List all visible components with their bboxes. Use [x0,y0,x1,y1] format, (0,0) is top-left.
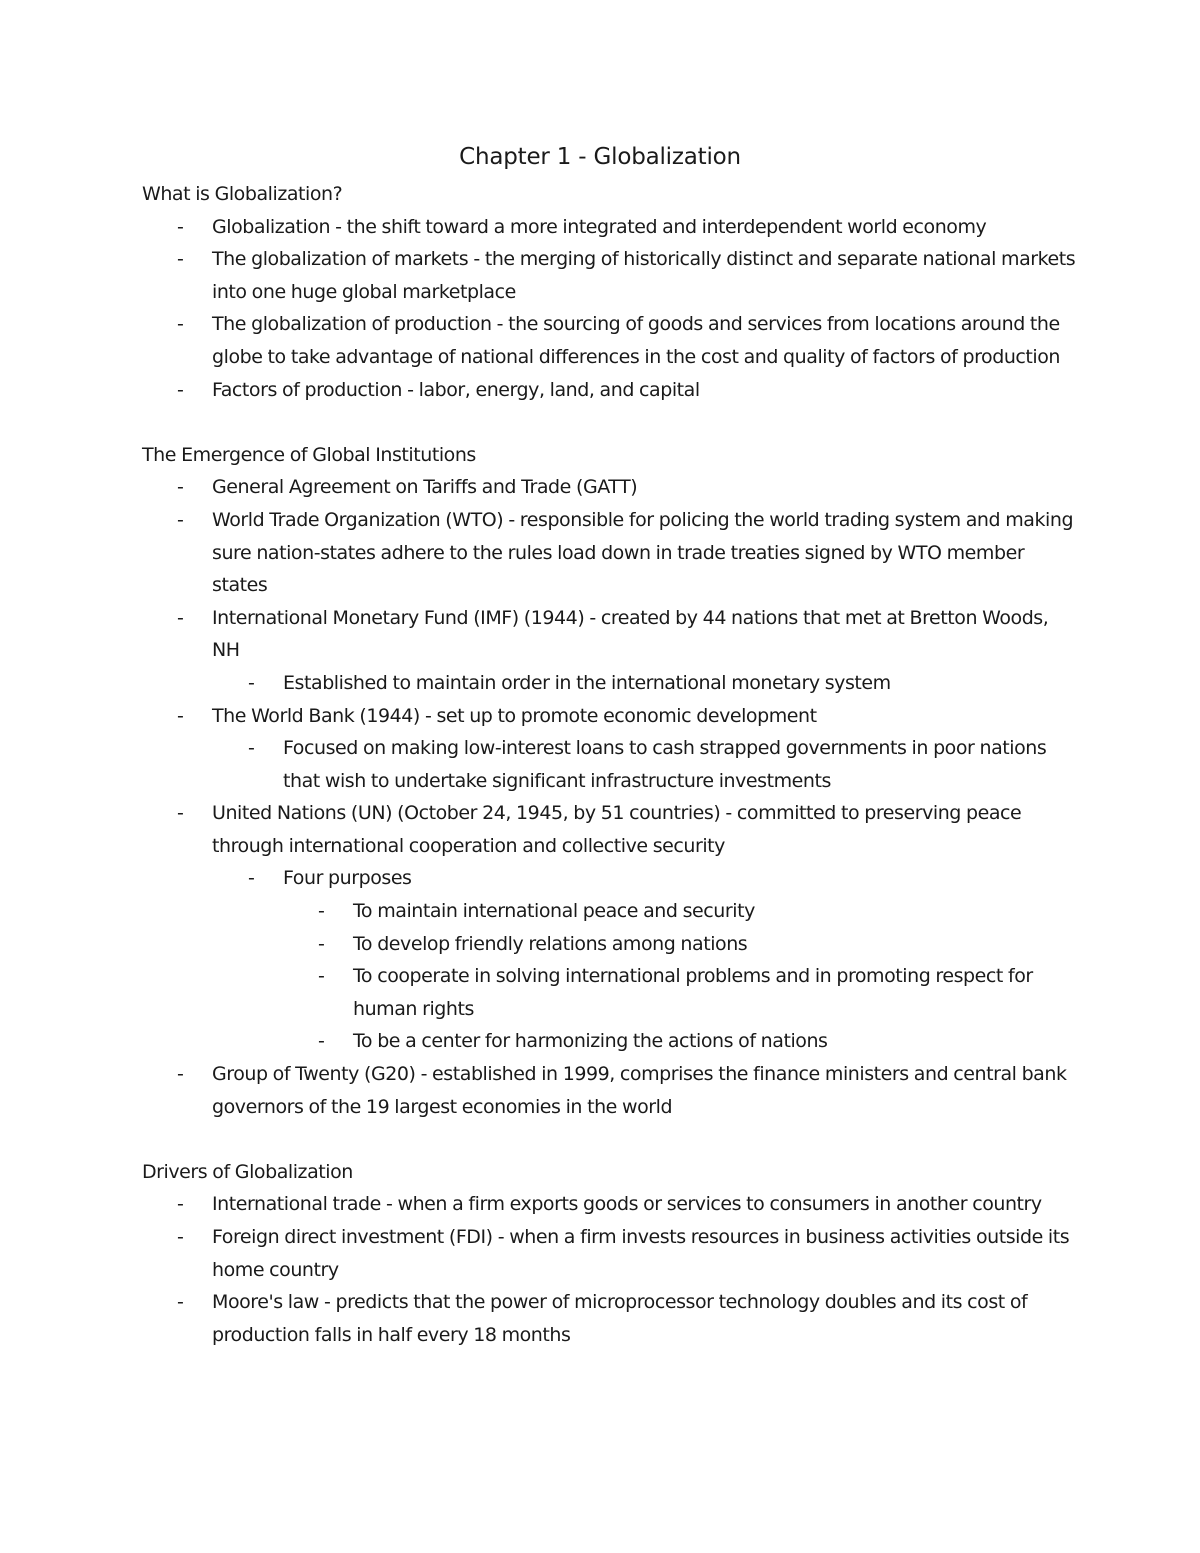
section-heading-what-is: What is Globalization? [142,183,343,205]
list-item-g20: - Group of Twenty (G20) - established in 1999, comprises the finance ministers and central bank governors of the 19 largest economies in the world [0,1058,1200,1123]
section-heading-institutions: The Emergence of Global Institutions [142,443,476,466]
list-item: - International trade - when a firm exports goods or services to consumers in another country [0,1188,1200,1221]
bullet-dash: - [177,476,184,499]
bullet-dash: - [318,900,325,923]
bullet-dash: - [177,508,184,531]
un-purpose-item: - To develop friendly relations among nations [0,928,1200,961]
list-item: - Foreign direct investment (FDI) - when a firm invests resources in business activities outside its home country [0,1221,1200,1286]
list-item-imf: - International Monetary Fund (IMF) (1944) - created by 44 nations that met at Bretton Woods, NH [0,602,1200,667]
institutions-list [0,471,1200,1123]
bullet-dash: - [248,671,255,694]
bullet-dash: - [177,802,184,825]
list-item-gatt: - General Agreement on Tariffs and Trade (GATT) [0,471,1200,504]
sub-item-imf: - Established to maintain order in the international monetary system [0,667,1200,700]
bullet-dash: - [177,1226,184,1248]
what-is-list [0,211,1200,407]
bullet-dash: - [177,1063,184,1086]
bullet-dash: - [318,965,325,988]
bullet-dash: - [318,932,325,955]
bullet-dash: - [248,867,255,890]
list-item: - Moore's law - predicts that the power of microprocessor technology doubles and its cost of production falls in half every 18 months [0,1286,1200,1351]
bullet-dash: - [177,606,184,629]
sub-item-world-bank: - Focused on making low-interest loans to cash strapped governments in poor nations that wish to undertake significant infrastructure investments [0,732,1200,797]
bullet-dash: - [177,1291,184,1314]
bullet-dash: - [248,737,255,760]
list-item: - Globalization - the shift toward a more integrated and interdependent world economy [0,211,1200,244]
bullet-dash: - [177,378,184,401]
page-title: Chapter 1 - Globalization [459,144,741,170]
bullet-dash: - [177,313,184,336]
list-item-un: - United Nations (UN) (October 24, 1945, by 51 countries) - committed to preserving peace through international cooperation and collective security [0,797,1200,862]
list-item-world-bank: - The World Bank (1944) - set up to promote economic development [0,700,1200,733]
bullet-dash: - [177,248,184,271]
un-purpose-item: - To maintain international peace and security [0,895,1200,928]
list-item: - The globalization of production - the sourcing of goods and services from locations around the globe to take advantage of national differences in the cost and quality of factors of production [0,308,1200,373]
un-purpose-item: - To be a center for harmonizing the actions of nations [0,1025,1200,1058]
spacer [0,406,1200,439]
list-item: - Factors of production - labor, energy, land, and capital [0,374,1200,407]
un-purpose-item: - To cooperate in solving international problems and in promoting respect for human rights [0,960,1200,1025]
list-item: - The globalization of markets - the merging of historically distinct and separate national markets into one huge global marketplace [0,243,1200,308]
drivers-list [0,1188,1200,1351]
bullet-dash: - [177,704,184,727]
document-body [0,178,1200,1351]
section-heading-drivers: Drivers of Globalization [142,1160,353,1183]
spacer [0,1123,1200,1156]
sub-item-un: - Four purposes [0,862,1200,895]
bullet-dash: - [318,1030,325,1053]
list-item-wto: - World Trade Organization (WTO) - responsible for policing the world trading system and making sure nation-states adhere to the rules load down in trade treaties signed by WTO member states [0,504,1200,602]
bullet-dash: - [177,215,184,238]
bullet-dash: - [177,1193,184,1216]
